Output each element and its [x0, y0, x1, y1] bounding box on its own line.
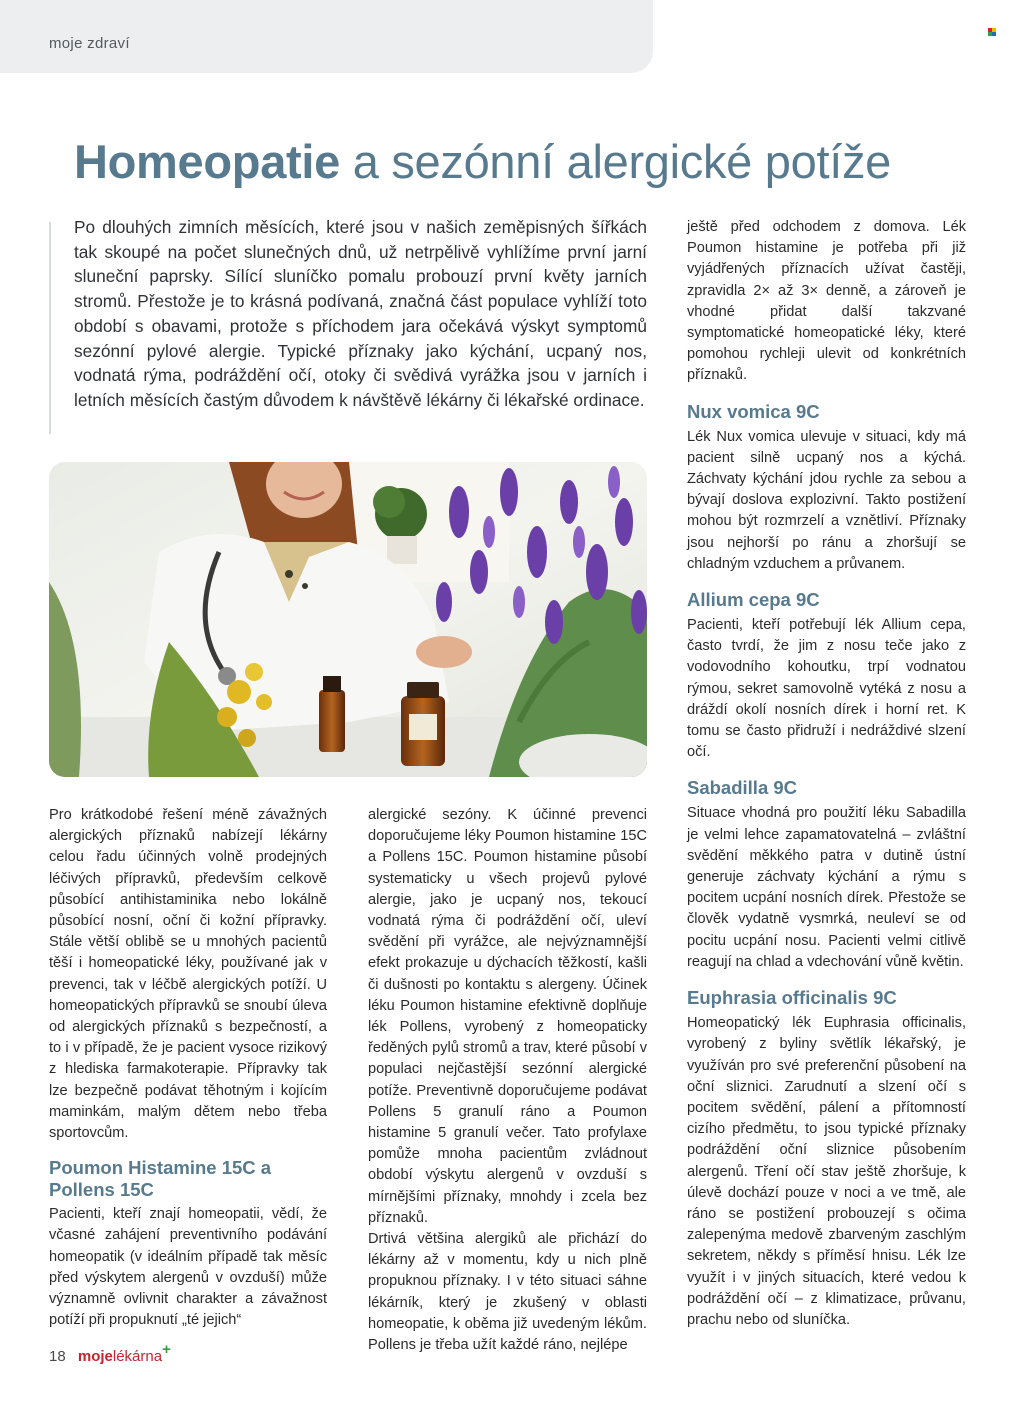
title-rest: a sezónní alergické potíže: [340, 135, 892, 188]
col3-paragraph: ještě před odchodem z domova. Lék Poumon histamine je potřeba při již vyjádřených příznacích užívat častěji, zpravidla 2× až 3× denně, a zároveň je vhodné přidat další takzvané symptomatické homeopatické léky, které pomohou rychleji ulevit od konkrétních příznaků.: [687, 219, 966, 384]
col2-paragraph-2: Drtivá většina alergiků ale přichází do lékárny až v momentu, kdy u nich plně propuknou příznaky. I v této situaci sáhne lékárník, který je zkušený v oblasti homeopatie, k oběma již uvedeným lékům. Pollens je třeba užít každé ráno, nejlépe: [368, 1231, 647, 1354]
section-tab: [0, 0, 653, 73]
page-number: 18: [49, 1348, 66, 1365]
heading-euphrasia: Euphrasia officinalis 9C: [687, 987, 897, 1009]
heading-sabadilla: Sabadilla 9C: [687, 777, 798, 799]
paragraph-nux-vomica: Lék Nux vomica ulevuje v situaci, kdy má pacient silně ucpaný nos a kýchá. Záchvaty kýchání jdou rychle za sebou a bývají doslova explozivní. Takto postižení mohou být rozmrzelí a vznětliví. Příznaky jsou nejhorší po ránu a zhoršují se chladným vzduchem a průvanem.: [687, 428, 966, 572]
plus-icon: +: [162, 1341, 171, 1358]
heading-allium-cepa: Allium cepa 9C: [687, 589, 820, 611]
lead-divider: [49, 222, 51, 434]
paragraph-sabadilla: Situace vhodná pro použití léku Sabadilla je velmi lehce zapamatovatelná – zvláštní svědění měkkého patra v dutině ústní generuje záchvaty kýchání a rýmu s pocitem ucpání nosních dírek. Přestože se člověk vydatně vysmrká, neuleví se od pocitu ucpání nosu. Pacienti velmi citlivě reagují na chlad a vdechování vůně květin.: [687, 805, 966, 970]
section-label: moje zdraví: [49, 35, 130, 52]
col1-heading: Poumon Histamine 15C a Pollens 15C: [49, 1157, 272, 1201]
column-2: [368, 805, 647, 1356]
paragraph-allium-cepa: Pacienti, kteří potřebují lék Allium cepa, často tvrdí, že jim z nosu teče jako z vodovodního kohoutku, trpí vodnatou rýmou, sekret samovolně vytéká z nosu a dráždí okolí nosních dírek i horní ret. K tomu se často přidruží i nedráždivé slzení očí.: [687, 617, 966, 761]
paragraph-euphrasia: Homeopatický lék Euphrasia officinalis, vyrobený z byliny světlík lékařský, je využíván pro své preferenční působení na oční sliznici. Zarudnutí a slzení očí s pocitem svědění, pálení a přítomností cizího předmětu, to jsou typické příznaky podráždění oční sliznice působením alergenů. Tření očí stav ještě zhoršuje, k úlevě dochází pouze v noci a ve tmě, ale ráno se postižení probouzejí s očima zalepenýma medově zbarveným zaschlým sekretem, někdy s příměsí hnisu. Lék lze využít i v jiných situacích, které vedou k podráždění očí – z klimatizace, průvanu, prachu nebo od sluníčka.: [687, 1015, 966, 1328]
title-bold: Homeopatie: [74, 135, 340, 188]
col1-paragraph-2: Pacienti, kteří znají homeopatii, vědí, že včasné zahájení preventivního podávání homeopatik (v ideálním případě tak měsíc před výskytem alergenů v ovzduší) může významně ovlivnit charakter a závažnost potíží při propuknutí „té jejich“: [49, 1206, 327, 1329]
color-mark-icon: [988, 28, 996, 36]
column-3: [687, 217, 966, 1331]
brand-logo: mojelékárna+: [77, 1341, 171, 1365]
column-1: [49, 805, 327, 1331]
heading-nux-vomica: Nux vomica 9C: [687, 400, 820, 422]
article-photo: [49, 462, 647, 777]
col2-paragraph: alergické sezóny. K účinné prevenci doporučujeme léky Poumon histamine 15C a Pollens 15C. Poumon histamine působí systematicky u všech projevů pylové alergie, jako je ucpaný nos, tekoucí vodnatá rýma či podráždění očí, uleví svědění při vyrážce, ale nejvýznamnější efekt prokazuje u dýchacích těžkostí, kašli či dušnosti po kontaktu s alergeny. Účinek léku Poumon histamine efektivně doplňuje lék Pollens, vyrobený z homeopaticky ředěných pylů stromů a trav, které působí v populaci nejčastější sezónní alergické potíže. Preventivně doporučujeme podávat Pollens 5 granulí ráno a Poumon histamine 5 granulí večer. Tato profylaxe pomůže mnoha pacientům zvládnout období výskytu alergenů v ovzduší s mírnějšími příznaky, mnohdy i zcela bez příznaků.: [368, 807, 647, 1226]
col1-paragraph: Pro krátkodobé řešení méně závažných alergických příznaků nabízejí lékárny celou řadu účinných volně prodejných léčivých přípravků, především celkově působící antihistaminika nebo lokálně působící nosní, oční či kožní přípravky. Stále větší oblibě se u mnohých pacientů těší i homeopatické léky, používané jak v prevenci, tak v léčbě alergických potíží. U homeopatických přípravků se snoubí úleva od alergických příznaků s bezpečností, a to i v případě, že je pacient vysoce rizikový z hlediska farmakoterapie. Přípravky tak lze bezpečně podávat těhotným i kojícím maminkám, malým dětem nebo třeba sportovcům.: [49, 807, 327, 1142]
lead-paragraph: Po dlouhých zimních měsících, které jsou v našich zeměpisných šířkách tak skoupé na počet slunečných dnů, už netrpělivě vyhlížíme první jarní sluneční paprsky. Sílící sluníčko pomalu probouzí první květy jarních stromů. Přestože je to krásná podívaná, značná část populace vyhlíží toto období s obavami, protože s příchodem jara očekává výskyt symptomů sezónní pylové alergie. Typické příznaky jako kýchání, ucpaný nos, vodnatá rýma, podráždění očí, otoky či svědivá vyrážka jsou v jarních i letních měsících častým důvodem k návštěvě lékárny či lékařské ordinace.: [74, 217, 647, 410]
page-footer: [49, 1341, 171, 1365]
page-title: [74, 134, 891, 189]
